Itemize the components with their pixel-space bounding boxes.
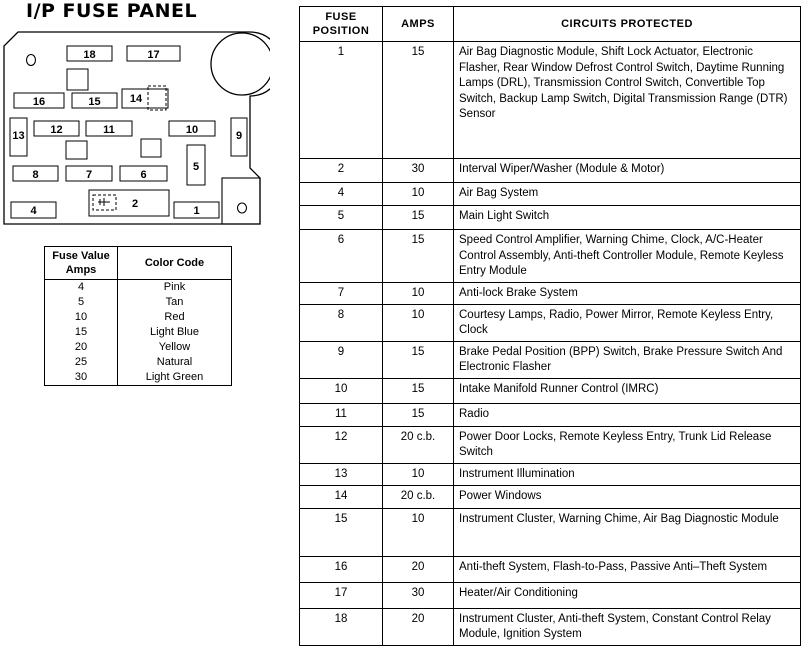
fuse-position-cell: 16 [300,556,383,582]
circuits-cell: Courtesy Lamps, Radio, Power Mirror, Remote Keyless Entry, Clock [454,304,801,341]
relay-slot-a [67,69,88,90]
circuits-cell: Heater/Air Conditioning [454,582,801,608]
fuse-label: 7 [85,169,93,181]
fuse-circuit-table [299,6,801,646]
fuse-14[interactable] [122,89,168,108]
fuse-value-cell: 10 [45,310,118,325]
color-code-cell: Natural [156,356,193,368]
fuse-position-cell: 2 [300,159,383,183]
spare-slot-dashed [148,86,166,110]
fuse-label: 1 [193,205,200,217]
fuse-13[interactable] [10,118,27,156]
fuse-10[interactable] [169,121,215,136]
table-row [45,355,232,370]
fuse-2[interactable] [89,190,169,216]
amps-cell: 10 [383,304,454,341]
relay-slot-c [141,139,161,157]
fuse-label: 11 [103,124,115,136]
fuse-7[interactable] [66,166,112,181]
fuse-position-cell: 1 [300,42,383,159]
fuse-1[interactable] [174,202,219,218]
circuits-cell: Power Door Locks, Remote Keyless Entry, Trunk Lid Release Switch [454,426,801,463]
fuse-position-cell: 9 [300,341,383,378]
amps-cell: 15 [383,42,454,159]
header-color-code: Color Code [144,257,205,269]
relay-slot-b [66,141,87,159]
table-row [45,340,232,355]
color-code-cell: Tan [165,296,184,308]
fuse-label: 2 [131,198,139,210]
color-code-cell: Pink [163,281,186,293]
fuse-position-cell: 14 [300,485,383,508]
amps-cell: 20 c.b. [383,485,454,508]
fuse-color-code-table [44,246,232,386]
mounting-hole-right-frame [222,178,260,224]
fuse-position-cell: 17 [300,582,383,608]
fuse-position-cell: 7 [300,282,383,304]
fuse-4[interactable] [11,202,56,218]
table-row [300,42,801,159]
amps-cell: 15 [383,403,454,426]
table-row [300,403,801,426]
fuse-label: 18 [83,49,96,61]
circuits-cell: Instrument Cluster, Anti-theft System, Constant Control Relay Module, Ignition System [454,608,801,645]
fuse-label: 15 [88,96,101,108]
fuse-position-cell: 5 [300,206,383,230]
fuse-position-cell: 8 [300,304,383,341]
header-fuse-position: FUSE POSITION [300,7,383,42]
fuse-18[interactable] [67,46,112,61]
amps-cell: 20 c.b. [383,426,454,463]
fuse-11[interactable] [86,121,132,136]
color-code-cell: Red [164,311,185,323]
fuse-position-cell: 12 [300,426,383,463]
table-row [45,370,232,386]
fuse-value-cell: 20 [45,340,118,355]
circuits-cell: Brake Pedal Position (BPP) Switch, Brake Pressure Switch And Electronic Flasher [454,341,801,378]
circuits-cell: Anti-lock Brake System [454,282,801,304]
circuits-cell: Intake Manifold Runner Control (IMRC) [454,378,801,403]
fuse-position-cell: 6 [300,230,383,283]
fuse-value-cell: 25 [45,355,118,370]
table-row [300,183,801,206]
fuse-panel-diagram [0,0,270,235]
fuse-16[interactable] [14,93,64,108]
table-row [300,378,801,403]
fuse-label: 9 [235,130,243,142]
amps-cell: 30 [383,582,454,608]
fuse-value-cell: 4 [45,280,118,296]
fuse-value-cell: 30 [45,370,118,386]
amps-cell: 15 [383,378,454,403]
circuits-cell: Anti-theft System, Flash-to-Pass, Passive Anti–Theft System [454,556,801,582]
table-row [45,310,232,325]
amps-cell: 10 [383,282,454,304]
table-row [300,508,801,556]
circuits-cell: Main Light Switch [454,206,801,230]
fuse-value-cell: 15 [45,325,118,340]
fuse-label: 14 [129,93,143,105]
circuits-cell: Instrument Cluster, Warning Chime, Air Bag Diagnostic Module [454,508,801,556]
circuits-cell: Instrument Illumination [454,463,801,485]
table-row [300,426,801,463]
fuse-label: 10 [185,124,199,136]
connector-circle [211,33,270,95]
fuse-6[interactable] [120,166,167,181]
mounting-hole-right [238,203,247,213]
circuits-cell: Air Bag Diagnostic Module, Shift Lock Actuator, Electronic Flasher, Rear Window Defrost Control Switch, Daytime Running Lamps (DRL), Transmission Control Switch, Convertible Top Switch, Backup Lamp Switch, Digital Transmission Range (DTR) Sensor [454,42,801,159]
header-circuits-protected: CIRCUITS PROTECTED [454,7,801,42]
table-row [300,463,801,485]
fuse-label: 13 [12,130,25,142]
circuits-cell: Power Windows [454,485,801,508]
fuse-8[interactable] [13,166,58,181]
fuse-position-cell: 10 [300,378,383,403]
fuse-label: 12 [50,124,63,136]
fuse-label: 17 [147,49,160,61]
circuits-cell: Air Bag System [454,183,801,206]
amps-cell: 15 [383,230,454,283]
table-row [45,325,232,340]
color-code-cell: Yellow [158,341,191,353]
table-row [300,282,801,304]
circuits-cell: Interval Wiper/Washer (Module & Motor) [454,159,801,183]
fuse-9[interactable] [231,118,247,156]
mounting-hole-left [27,55,36,66]
table-row [300,608,801,645]
header-amps: AMPS [383,7,454,42]
panel-title: I/P FUSE PANEL [26,0,198,22]
fuse-label: 5 [192,161,200,173]
header-fuse-value: Fuse Value Amps [45,247,118,280]
table-row [300,485,801,508]
amps-cell: 10 [383,463,454,485]
fuse-position-cell: 18 [300,608,383,645]
table-row [300,159,801,183]
amps-cell: 10 [383,183,454,206]
fuse-position-cell: 4 [300,183,383,206]
amps-cell: 30 [383,159,454,183]
amps-cell: 20 [383,608,454,645]
table-row [300,582,801,608]
amps-cell: 15 [383,341,454,378]
fuse-label: 6 [140,169,147,181]
table-row [300,304,801,341]
fuse-17[interactable] [127,46,180,61]
fuse-5[interactable] [187,145,205,185]
fuse-label: 8 [32,169,39,181]
fuse-label: 4 [30,205,37,217]
table-row [300,341,801,378]
color-code-cell: Light Blue [150,326,199,338]
fuse-label: 16 [32,96,46,108]
table-row [45,280,232,296]
fuse-position-cell: 15 [300,508,383,556]
table-row [300,206,801,230]
amps-cell: 15 [383,206,454,230]
color-code-cell: Light Green [145,371,204,383]
fuse-15[interactable] [72,93,117,108]
table-row [300,556,801,582]
table-row [45,295,232,310]
fuse-12[interactable] [34,121,79,136]
fuse-position-cell: 11 [300,403,383,426]
amps-cell: 20 [383,556,454,582]
fuse-value-cell: 5 [45,295,118,310]
circuits-cell: Radio [454,403,801,426]
circuits-cell: Speed Control Amplifier, Warning Chime, Clock, A/C-Heater Control Assembly, Anti-theft Controller Module, Remote Keyless Entry Module [454,230,801,283]
amps-cell: 10 [383,508,454,556]
table-row [300,230,801,283]
fuse-position-cell: 13 [300,463,383,485]
diode-icon [98,198,110,206]
